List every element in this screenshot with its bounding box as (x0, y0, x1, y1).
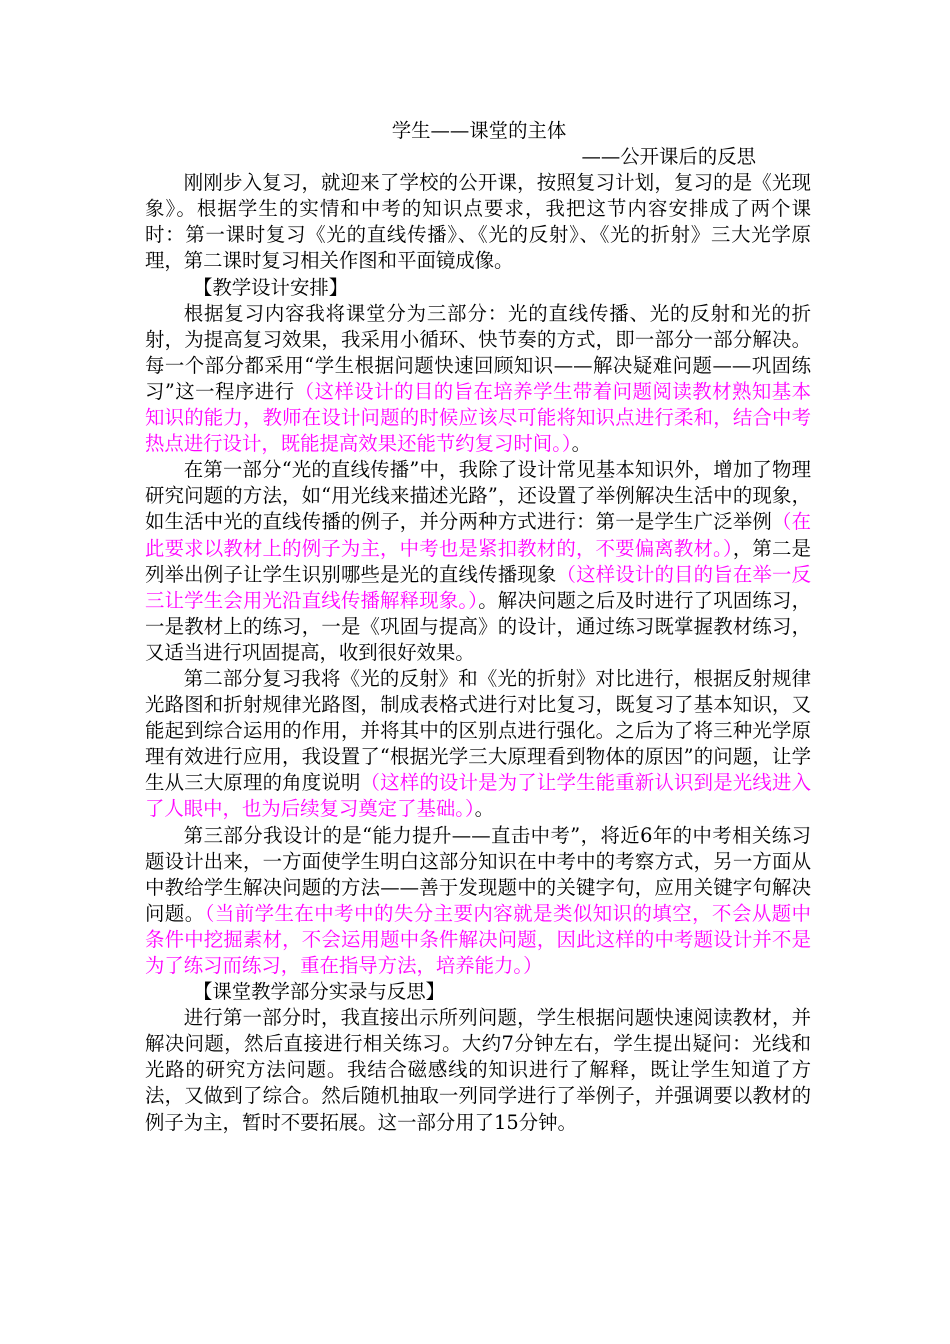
paragraph-text: 第三部分我设计的是“能力提升——直击中考”，将近6年的中考相关练习题设计出来，一方面使学生明白这部分知识在中考中的考察方式，另一方面从中教给学生解决问题的方法——善于发现题中的关键字句，应用关键字句解决问题。 (145, 823, 811, 925)
paragraph-text: 第二部分复习我将《光的反射》和《光的折射》对比进行，根据反射规律光路图和折射规律光路图，制成表格式进行对比复习，既复习了基本知识，又能起到综合运用的作用，并将其中的区别点进行强化。之后为了将三种光学原理有效进行应用，我设置了“根据光学三大原理看到物体的原因”的问题，让学生从三大原理的角度说明 (145, 666, 811, 795)
document-page (145, 118, 811, 1136)
paragraph-text: ，第二是列举出例子让学生识别哪些是光的直线传播现象 (145, 536, 811, 586)
intro-paragraph: 刚刚步入复习，就迎来了学校的公开课，按照复习计划，复习的是《光现象》。根据学生的实情和中考的知识点要求，我把这节内容安排成了两个课时：第一课时复习《光的直线传播》、《光的反射》、《光的折射》三大光学原理，第二课时复习相关作图和平面镜成像。 (145, 171, 811, 273)
annotation-note: （在此要求以教材上的例子为主，中考也是紧扣教材的，不要偏离教材。） (145, 510, 812, 560)
annotation-note: （当前学生在中考中的失分主要内容就是类似知识的填空，不会从题中条件中挖掘素材，不会运用题中条件解决问题，因此这样的中考题设计并不是为了练习而练习，重在指导方法，培养能力。） (145, 901, 811, 977)
paragraph-text: 。解决问题之后及时进行了巩固练习，一是教材上的练习，一是《巩固与提高》的设计，通过练习既掌握教材练习，又适当进行巩固提高，收到很好效果。 (145, 588, 811, 664)
annotation-note: （这样的设计是为了让学生能重新认识到是光线进入了人眼中，也为后续复习奠定了基础。） (145, 771, 812, 821)
annotation-note: （这样设计的目的旨在举一反三让学生会用光沿直线传播解释现象。） (145, 562, 812, 612)
section-heading-record: 【课堂教学部分实录与反思】 (193, 980, 446, 1004)
annotation-note: （这样设计的目的旨在培养学生带着问题阅读教材熟知基本知识的能力，教师在设计问题的时候应该尽可能将知识点进行柔和，结合中考热点进行设计，既能提高效果还能节约复习时间。） (145, 379, 811, 456)
document-subtitle: ——公开课后的反思 (581, 145, 756, 169)
section-heading-design: 【教学设计安排】 (193, 275, 349, 299)
paragraph-design-overview (145, 301, 811, 458)
paragraph-part-three (145, 823, 811, 980)
paragraph-record: 进行第一部分时，我直接出示所列问题，学生根据问题快速阅读教材，并解决问题，然后直接进行相关练习。大约7分钟左右，学生提出疑问：光线和光路的研究方法问题。我结合磁感线的知识进行了解释，既让学生知道了方法，又做到了综合。然后随机抽取一列同学进行了举例子，并强调要以教材的例子为主，暂时不要拓展。这一部分用了15分钟。 (145, 1006, 811, 1134)
document-title: 学生——课堂的主体 (391, 119, 567, 142)
paragraph-text: 在第一部分“光的直线传播”中，我除了设计常见基本知识外，增加了物理研究问题的方法，如“用光线来描述光路”，还设置了举例解决生活中的现象，如生活中光的直线传播的例子，并分两种方式进行：第一是学生广泛举例 (145, 458, 811, 534)
paragraph-part-two (145, 666, 811, 823)
paragraph-text: 根据复习内容我将课堂分为三部分：光的直线传播、光的反射和光的折射，为提高复习效果，我采用小循环、快节奏的方式，即一部分一部分解决。每一个部分都采用“学生根据问题快速回顾知识——解决疑难问题——巩固练习”这一程序进行 (145, 301, 811, 403)
paragraph-text: 。 (474, 797, 495, 821)
paragraph-text: 。 (571, 432, 591, 456)
paragraph-part-one (145, 457, 811, 666)
